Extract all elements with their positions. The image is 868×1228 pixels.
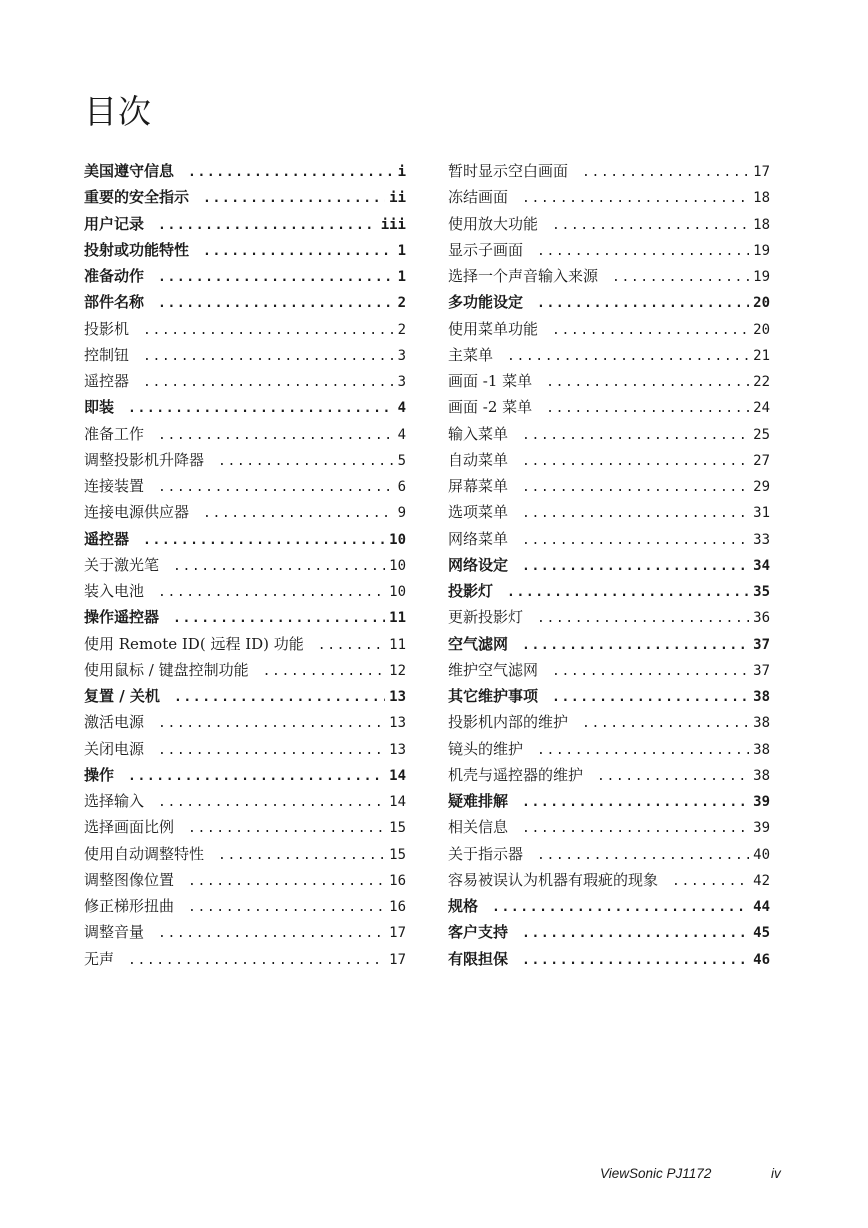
toc-entry[interactable] <box>84 423 406 449</box>
toc-entry-page: 31 <box>753 505 770 522</box>
toc-entry-page: 13 <box>389 689 406 705</box>
toc-leader-dots <box>158 716 385 731</box>
toc-entry[interactable] <box>84 554 406 580</box>
toc-entry-page: 11 <box>389 636 406 653</box>
toc-leader-dots <box>537 611 749 626</box>
toc-leader-dots <box>203 244 394 259</box>
toc-entry-page: 38 <box>753 741 770 758</box>
toc-entry[interactable] <box>448 501 770 527</box>
toc-entry-label: 调整投影机升降器 <box>84 450 205 469</box>
toc-entry-label: 镜头的维护 <box>448 739 524 758</box>
toc-entry-page: 22 <box>753 374 770 390</box>
toc-entry-label: 规格 <box>448 897 479 915</box>
toc-entry-page: 6 <box>397 479 406 495</box>
toc-entry-page: 19 <box>753 269 770 285</box>
toc-entry-page: 39 <box>753 820 770 837</box>
toc-entry[interactable] <box>448 370 770 396</box>
toc-leader-dots <box>218 454 394 469</box>
toc-entry-label: 容易被误认为机器有瑕疵的现象 <box>448 870 659 889</box>
footer-page-number: iv <box>771 1166 781 1181</box>
toc-entry[interactable] <box>448 239 770 265</box>
toc-entry-page: iii <box>380 216 406 233</box>
toc-leader-dots <box>173 611 385 626</box>
toc-leader-dots <box>492 900 749 915</box>
toc-entry[interactable] <box>84 921 406 947</box>
toc-entry-label: 操作遥控器 <box>84 608 160 627</box>
toc-entry[interactable] <box>84 738 406 764</box>
toc-entry-label: 用户记录 <box>84 214 145 233</box>
toc-entry-label: 准备工作 <box>84 424 145 443</box>
toc-entry-page: 3 <box>397 374 406 390</box>
toc-entry-page: 15 <box>389 820 406 837</box>
toc-entry-label: 修正梯形扭曲 <box>84 897 175 915</box>
toc-entry[interactable] <box>448 606 770 632</box>
toc-leader-dots <box>318 638 385 653</box>
toc-entry[interactable] <box>448 318 770 344</box>
toc-leader-dots <box>537 743 749 758</box>
toc-entry[interactable] <box>448 265 770 291</box>
toc-entry-page: 24 <box>753 400 770 417</box>
toc-entry-label: 使用 Remote ID( 远程 ID) 功能 <box>84 634 304 653</box>
toc-leader-dots <box>188 165 394 180</box>
toc-entry-page: 45 <box>753 925 770 942</box>
toc-entry-label: 无声 <box>84 949 115 968</box>
toc-entry-page: 16 <box>389 899 406 915</box>
toc-entry-label: 使用菜单功能 <box>448 319 539 338</box>
toc-entry[interactable] <box>448 843 770 869</box>
toc-entry[interactable] <box>84 239 406 265</box>
toc-leader-dots <box>158 218 377 233</box>
toc-entry[interactable] <box>84 396 406 422</box>
toc-leader-dots <box>507 585 749 600</box>
toc-entry-label: 画面 -2 菜单 <box>448 398 533 417</box>
toc-entry-label: 复置 / 关机 <box>84 687 160 705</box>
toc-entry-page: 15 <box>389 846 406 863</box>
toc-entry-page: 44 <box>753 899 770 915</box>
toc-leader-dots <box>158 428 394 443</box>
toc-entry-page: 40 <box>753 846 770 863</box>
toc-entry-label: 冻结画面 <box>448 188 509 207</box>
toc-entry-page: 33 <box>753 531 770 548</box>
toc-leader-dots <box>522 821 749 836</box>
toc-entry[interactable] <box>448 711 770 737</box>
toc-entry-label: 显示子画面 <box>448 240 524 259</box>
toc-entry-label: 操作 <box>84 765 115 784</box>
toc-entry[interactable] <box>84 948 406 974</box>
toc-leader-dots <box>143 375 394 390</box>
toc-entry-label: 多功能设定 <box>448 293 524 312</box>
toc-entry-label: 维护空气滤网 <box>448 660 539 679</box>
toc-entry-label: 网络设定 <box>448 555 509 574</box>
toc-entry[interactable] <box>448 160 770 186</box>
toc-entry-page: 35 <box>753 584 770 600</box>
toc-entry-page: 46 <box>753 951 770 968</box>
toc-leader-dots <box>128 769 385 784</box>
toc-leader-dots <box>158 795 385 810</box>
toc-entry-page: 3 <box>397 347 406 364</box>
toc-leader-dots <box>522 795 749 810</box>
toc-entry[interactable] <box>448 344 770 370</box>
toc-leader-dots <box>522 926 749 941</box>
toc-leader-dots <box>173 559 385 574</box>
toc-leader-dots <box>552 323 749 338</box>
toc-entry-label: 投影灯 <box>448 582 494 600</box>
toc-entry[interactable] <box>448 449 770 475</box>
toc-entry-label: 画面 -1 菜单 <box>448 372 533 390</box>
toc-entry-label: 选项菜单 <box>448 503 509 522</box>
toc-entry-page: 18 <box>753 190 770 207</box>
toc-entry-label: 空气滤网 <box>448 634 509 653</box>
toc-entry-label: 主菜单 <box>448 345 494 364</box>
toc-leader-dots <box>522 506 749 521</box>
toc-leader-dots <box>522 454 749 469</box>
toc-entry-page: 29 <box>753 479 770 495</box>
toc-entry-page: 14 <box>389 767 406 784</box>
toc-entry[interactable] <box>448 738 770 764</box>
toc-entry-page: 5 <box>397 452 406 469</box>
toc-entry[interactable] <box>448 213 770 239</box>
toc-leader-dots <box>582 716 749 731</box>
toc-leader-dots <box>174 690 385 705</box>
toc-entry[interactable] <box>84 501 406 527</box>
toc-entry[interactable] <box>448 580 770 606</box>
toc-entry[interactable] <box>448 685 770 711</box>
toc-entry-page: 17 <box>389 951 406 968</box>
toc-entry-page: 20 <box>753 295 770 312</box>
toc-entry-label: 输入菜单 <box>448 424 509 443</box>
toc-entry-page: 1 <box>397 242 406 259</box>
toc-leader-dots <box>522 428 749 443</box>
toc-entry-label: 即装 <box>84 398 115 417</box>
toc-entry-label: 遥控器 <box>84 372 130 390</box>
toc-entry[interactable] <box>84 711 406 737</box>
toc-entry-label: 屏幕菜单 <box>448 477 509 495</box>
toc-entry-page: 25 <box>753 426 770 443</box>
toc-entry[interactable] <box>84 318 406 344</box>
toc-entry-label: 投影机 <box>84 319 130 338</box>
toc-leader-dots <box>158 480 394 495</box>
toc-entry[interactable] <box>448 948 770 974</box>
toc-entry-page: 17 <box>753 164 770 180</box>
toc-entry-label: 遥控器 <box>84 529 130 548</box>
toc-entry-label: 使用鼠标 / 键盘控制功能 <box>84 660 249 679</box>
toc-leader-dots <box>143 323 394 338</box>
toc-leader-dots <box>546 401 749 416</box>
toc-entry-page: 4 <box>397 426 406 443</box>
toc-entry-label: 选择输入 <box>84 792 145 810</box>
footer-brand: ViewSonic PJ1172 <box>600 1166 712 1181</box>
toc-entry-page: 9 <box>397 505 406 522</box>
toc-entry-label: 使用放大功能 <box>448 214 539 233</box>
toc-entry-page: ii <box>389 190 406 207</box>
toc-entry-label: 控制钮 <box>84 345 130 364</box>
toc-entry-page: 38 <box>753 767 770 784</box>
toc-entry-label: 选择画面比例 <box>84 818 175 837</box>
toc-entry[interactable] <box>84 265 406 291</box>
toc-entry-page: 39 <box>753 794 770 810</box>
toc-entry-label: 投影机内部的维护 <box>448 713 569 732</box>
toc-entry-label: 装入电池 <box>84 582 145 600</box>
toc-entry[interactable] <box>448 816 770 842</box>
toc-entry-page: 11 <box>389 610 406 627</box>
toc-entry-label: 连接电源供应器 <box>84 503 190 522</box>
toc-leader-dots <box>522 953 749 968</box>
toc-entry-page: 18 <box>753 216 770 233</box>
toc-entry[interactable] <box>448 528 770 554</box>
toc-entry-page: 21 <box>753 347 770 364</box>
toc-entry-label: 关于指示器 <box>448 844 524 863</box>
toc-entry[interactable] <box>448 423 770 449</box>
toc-entry[interactable] <box>448 659 770 685</box>
toc-leader-dots <box>552 690 749 705</box>
toc-entry-page: 4 <box>397 400 406 417</box>
toc-entry[interactable] <box>84 475 406 501</box>
toc-entry[interactable] <box>448 790 770 816</box>
toc-entry[interactable] <box>84 580 406 606</box>
toc-entry-page: 17 <box>389 925 406 942</box>
toc-leader-dots <box>522 559 749 574</box>
toc-entry[interactable] <box>84 685 406 711</box>
toc-entry-label: 自动菜单 <box>448 450 509 469</box>
toc-leader-dots <box>522 638 749 653</box>
toc-entry-label: 调整音量 <box>84 923 145 942</box>
toc-entry[interactable] <box>448 764 770 790</box>
toc-leader-dots <box>158 296 394 311</box>
toc-leader-dots <box>507 349 749 364</box>
toc-entry-page: 13 <box>389 741 406 758</box>
toc-leader-dots <box>597 769 749 784</box>
toc-entry-label: 暂时显示空白画面 <box>448 162 569 180</box>
toc-leader-dots <box>128 401 394 416</box>
toc-entry[interactable] <box>84 895 406 921</box>
toc-leader-dots <box>158 270 394 285</box>
toc-entry-page: 27 <box>753 452 770 469</box>
toc-entry-page: 38 <box>753 715 770 732</box>
toc-entry[interactable] <box>448 291 770 317</box>
toc-entry[interactable] <box>84 449 406 475</box>
toc-entry-label: 连接装置 <box>84 477 145 495</box>
toc-entry[interactable] <box>84 160 406 186</box>
toc-entry-page: 37 <box>753 636 770 653</box>
toc-leader-dots <box>143 349 394 364</box>
toc-entry[interactable] <box>448 633 770 659</box>
toc-leader-dots <box>188 821 385 836</box>
toc-entry[interactable] <box>84 370 406 396</box>
toc-entry[interactable] <box>84 291 406 317</box>
toc-entry-page: 13 <box>389 715 406 732</box>
toc-leader-dots <box>203 506 394 521</box>
toc-left-column <box>84 160 406 974</box>
toc-entry-label: 重要的安全指示 <box>84 188 190 207</box>
toc-entry-page: 2 <box>397 321 406 338</box>
toc-entry[interactable] <box>84 213 406 239</box>
toc-leader-dots <box>522 533 749 548</box>
toc-leader-dots <box>552 664 749 679</box>
toc-entry-label: 关闭电源 <box>84 739 145 758</box>
toc-entry-page: 42 <box>753 872 770 889</box>
toc-leader-dots <box>263 664 386 679</box>
toc-leader-dots <box>537 296 749 311</box>
toc-entry-page: i <box>397 164 406 180</box>
toc-entry-page: 36 <box>753 610 770 627</box>
toc-leader-dots <box>552 218 749 233</box>
toc-entry-page: 37 <box>753 662 770 679</box>
toc-leader-dots <box>612 270 749 285</box>
toc-entry[interactable] <box>84 764 406 790</box>
toc-entry-label: 相关信息 <box>448 818 509 837</box>
toc-entry-label: 激活电源 <box>84 713 145 732</box>
toc-entry-page: 38 <box>753 689 770 705</box>
toc-entry-label: 调整图像位置 <box>84 870 175 889</box>
toc-leader-dots <box>188 874 385 889</box>
toc-entry-label: 疑难排解 <box>448 792 509 810</box>
toc-leader-dots <box>672 874 749 889</box>
toc-leader-dots <box>158 743 385 758</box>
toc-entry-label: 选择一个声音输入来源 <box>448 267 599 285</box>
toc-entry-page: 10 <box>389 557 406 574</box>
toc-entry-page: 16 <box>389 872 406 889</box>
toc-entry-label: 客户支持 <box>448 923 509 942</box>
toc-entry[interactable] <box>84 633 406 659</box>
toc-entry-label: 部件名称 <box>84 293 145 312</box>
toc-leader-dots <box>218 848 385 863</box>
toc-leader-dots <box>143 533 385 548</box>
toc-leader-dots <box>203 191 385 206</box>
toc-leader-dots <box>158 585 385 600</box>
toc-leader-dots <box>522 191 749 206</box>
toc-entry-page: 14 <box>389 794 406 810</box>
toc-leader-dots <box>522 480 749 495</box>
toc-leader-dots <box>188 900 385 915</box>
toc-entry[interactable] <box>84 528 406 554</box>
toc-entry-label: 有限担保 <box>448 949 509 968</box>
toc-entry[interactable] <box>84 344 406 370</box>
toc-right-column <box>448 160 770 974</box>
toc-entry-label: 机壳与遥控器的维护 <box>448 765 584 784</box>
toc-entry[interactable] <box>448 869 770 895</box>
toc-entry-label: 使用自动调整特性 <box>84 844 205 863</box>
toc-entry-page: 34 <box>753 557 770 574</box>
toc-entry[interactable] <box>84 816 406 842</box>
toc-entry-page: 10 <box>389 531 406 548</box>
toc-leader-dots <box>537 848 749 863</box>
toc-entry-page: 1 <box>397 269 406 285</box>
toc-entry-label: 其它维护事项 <box>448 687 539 705</box>
toc-entry-label: 准备动作 <box>84 267 145 285</box>
toc-leader-dots <box>582 165 749 180</box>
toc-entry[interactable] <box>84 843 406 869</box>
toc-entry-page: 10 <box>389 584 406 600</box>
toc-entry[interactable] <box>448 186 770 212</box>
toc-entry-label: 美国遵守信息 <box>84 162 175 180</box>
toc-entry-page: 19 <box>753 242 770 259</box>
toc-entry-page: 12 <box>389 662 406 679</box>
toc-entry[interactable] <box>448 554 770 580</box>
toc-entry[interactable] <box>448 396 770 422</box>
toc-entry-page: 20 <box>753 321 770 338</box>
toc-entry[interactable] <box>84 869 406 895</box>
toc-entry-label: 网络菜单 <box>448 529 509 548</box>
toc-entry[interactable] <box>448 895 770 921</box>
toc-entry-label: 关于激光笔 <box>84 555 160 574</box>
toc-entry[interactable] <box>448 475 770 501</box>
toc-entry[interactable] <box>448 921 770 947</box>
toc-entry[interactable] <box>84 186 406 212</box>
toc-entry-page: 2 <box>397 295 406 312</box>
page-title: 目次 <box>84 92 152 131</box>
toc-leader-dots <box>546 375 749 390</box>
toc-leader-dots <box>158 926 385 941</box>
toc-entry[interactable] <box>84 606 406 632</box>
toc-entry[interactable] <box>84 659 406 685</box>
toc-entry[interactable] <box>84 790 406 816</box>
toc-leader-dots <box>537 244 749 259</box>
toc-leader-dots <box>128 953 385 968</box>
toc-entry-label: 更新投影灯 <box>448 608 524 627</box>
toc-entry-label: 投射或功能特性 <box>84 240 190 259</box>
